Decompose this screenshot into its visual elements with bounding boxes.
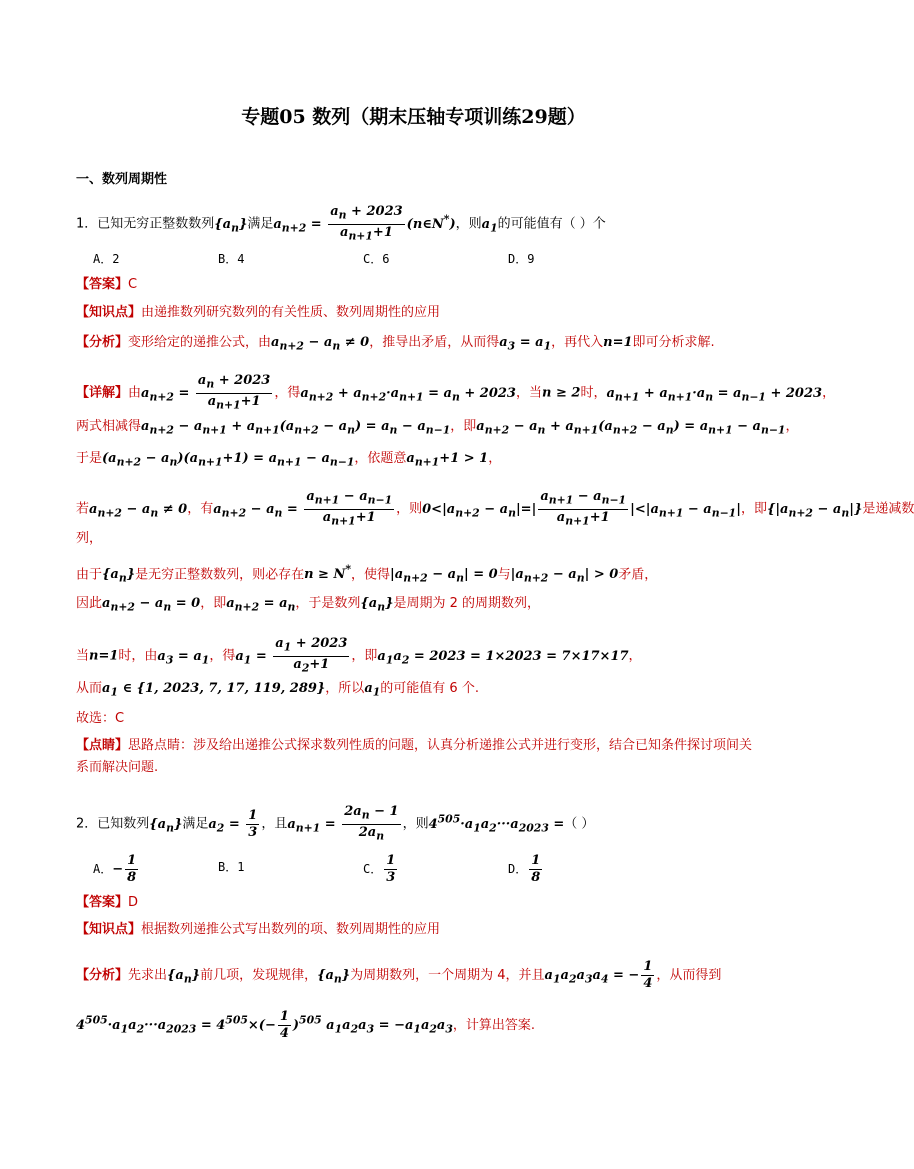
q1-stem: 1．已知无穷正整数数列$\{a_n\}$满足$a_{n+2}$ = $\frac{a_n + 2023}{a_{n+1}+1}$ (n∈N*)，则$a_1$的可能值有（ ）个: [76, 204, 606, 243]
section-heading: 一、数列周期性: [76, 172, 168, 187]
q1-detail-line-7: 因此$a_{n+2} - a_n = 0$，即$a_{n+2} = a_n$，于是数列$\{a_n\}$是周期为 2 的周期数列，: [76, 596, 540, 614]
q1-detail-line-5: 列，: [76, 531, 103, 546]
q1-analysis: 【分析】变形给定的递推公式，由$a_{n+2} - a_n \ne 0$，推导出矛盾，从而得$a_3 = a_1$，再代入n=1即可分析求解.: [76, 335, 715, 353]
q1-detail-line-1: 【详解】由$a_{n+2}$ = $\frac{a_n + 2023}{a_{n+1}+1}$ ，得$a_{n+2} + a_{n+2}\cdot a_{n+1} = a_n + 2023$，当n ≥ 2时，$a_{n+1} + a_{n+1}\cdot a_n = a_{n-1} + 2023$，: [76, 373, 836, 412]
q2-option-c: C． $\frac{1}{3}$: [363, 853, 396, 885]
q2-option-d: D． $\frac{1}{8}$: [508, 853, 541, 885]
q2-analysis-line-2: $4^{505}\cdot a_1a_2\cdot\cdot\cdot a_{2023} = 4^{505}\times(-$ $\frac{1}{4}$ )$^{505}$ $a_1a_2a_3 = -a_1a_2a_3$，计算出答案.: [76, 1009, 536, 1041]
q1-detail-line-3: 于是$(a_{n+2} - a_n)(a_{n+1}+1) = a_{n+1} - a_{n-1}$，依题意$a_{n+1}+1 > 1$，: [76, 451, 502, 469]
q1-detail-line-6: 由于$\{a_n\}$是无穷正整数数列，则必存在n ≥ N*，使得$|a_{n+2} - a_n| = 0$与$|a_{n+2} - a_n| > 0$矛盾，: [76, 563, 658, 585]
q2-knowledge-point: 【知识点】根据数列递推公式写出数列的项、数列周期性的应用: [76, 922, 441, 937]
q1-choose: 故选：C: [76, 711, 125, 726]
q1-option-d: D．9: [508, 252, 535, 266]
q1-knowledge-point: 【知识点】由递推数列研究数列的有关性质、数列周期性的应用: [76, 305, 441, 320]
q1-detail-line-9: 从而$a_1$ ∈ {1, 2023, 7, 17, 119, 289}，所以$a_1$的可能值有 6 个.: [76, 681, 479, 699]
q2-answer: 【答案】D: [76, 895, 139, 910]
page-title: 专题05 数列（期末压轴专项训练29题）: [241, 106, 586, 128]
q2-option-b: B．1: [218, 860, 245, 874]
math: $\{a_n\}$: [214, 216, 248, 235]
q2-analysis-line-1: 【分析】先求出$\{a_n\}$前几项，发现规律，$\{a_n\}$为周期数列，一个周期为 4，并且$a_1a_2a_3a_4$ = − $\frac{1}{4}$ ，从而得到: [76, 959, 722, 991]
q1-detail-line-8: 当n=1时，由$a_3 = a_1$，得$a_1$ = $\frac{a_1 + 2023}{a_2+1}$ ，即$a_1a_2 = 2023 = 1\times 2023 = 7\times 17\times 17$，: [76, 636, 642, 675]
q1-answer: 【答案】C: [76, 277, 138, 292]
q2-stem: 2．已知数列$\{a_n\}$满足$a_2$ = $\frac{1}{3}$ ，且$a_{n+1}$ = $\frac{2a_n - 1}{2a_n}$ ，则$4^{505}\cdot a_1a_2\cdot\cdot\cdot a_{2023}$ =（ ）: [76, 804, 595, 843]
q1-option-b: B．4: [218, 252, 245, 266]
q1-comment: 【点睛】思路点睛：涉及给出递推公式探求数列性质的问题，认真分析递推公式并进行变形，结合已知条件探讨项间关系而解决问题.: [76, 738, 753, 775]
q1-detail-line-2: 两式相减得$a_{n+2} - a_{n+1} + a_{n+1}(a_{n+2} - a_n) = a_n - a_{n-1}$，即$a_{n+2} - a_n + a_{n+1}(a_{n+2} - a_n) = a_{n+1} - a_{n-1}$，: [76, 419, 799, 437]
math: $a_{n+2}$ = $\frac{a_n + 2023}{a_{n+1}+1}$ (n∈N*): [273, 204, 456, 243]
q1-detail-line-4: 若$a_{n+2} - a_n \ne 0$，有$a_{n+2} - a_n$ = $\frac{a_{n+1} - a_{n-1}}{a_{n+1}+1}$ ，则$0<|a_{n+2} - a_n|=|$ $\frac{a_{n+1} - a_{n-1}}{a_{n+1}+1}$ $|<|a_{n+1} - a_{n-1}|$，即$\{|a_{n+2} - a_n|\}$是递减数: [76, 489, 914, 528]
q1-option-a: A．2: [93, 252, 120, 266]
q2-option-a: A．− $\frac{1}{8}$: [93, 853, 137, 885]
q1-option-c: C．6: [363, 252, 390, 266]
